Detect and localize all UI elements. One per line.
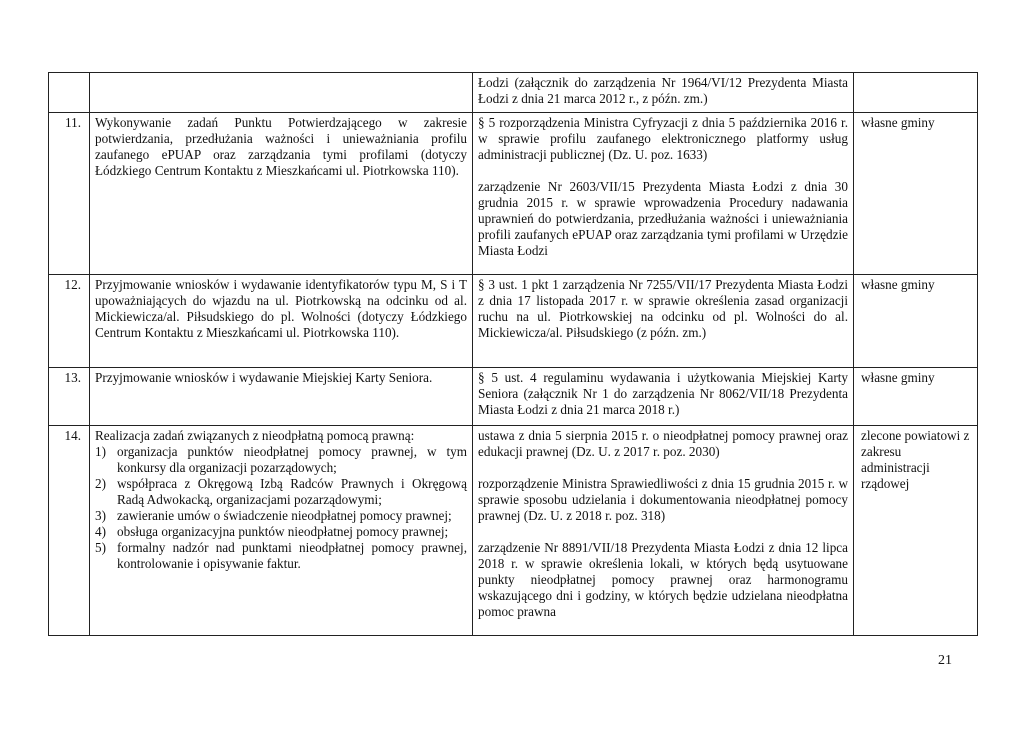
task-type: własne gminy	[854, 368, 978, 426]
task-description	[90, 426, 473, 636]
table-row-13	[49, 368, 978, 426]
list-item: 1) organizacja punktów nieodpłatnej pomocy prawnej, w tym konkursy dla organizacji pozarządowych;	[95, 444, 467, 475]
task-description: Przyjmowanie wniosków i wydawanie identyfikatorów typu M, S i T upoważniających do wjazdu na ul. Piotrkowską na odcinku od al. Mickiewicza/al. Piłsudskiego do pl. Wolności (dotyczy Łódzkiego Centrum Kontaktu z Mieszkańcami ul. Piotrkowska 110).	[90, 275, 473, 368]
table-row-11	[49, 113, 978, 275]
row-number: 12.	[49, 275, 90, 368]
cell-basis-continuation	[473, 73, 854, 113]
list-item: 4) obsługa organizacyjna punktów nieodpłatnej pomocy prawnej;	[95, 524, 449, 539]
table-row-continuation	[49, 73, 978, 113]
basis-text: § 5 ust. 4 regulaminu wydawania i użytkowania Miejskiej Karty Seniora (załącznik Nr 1 do zarządzenia Nr 8062/VII/18 Prezydenta Miasta Łodzi z dnia 21 marca 2018 r.)	[478, 370, 848, 417]
task-type: zlecone powiatowi z zakresu administracji rządowej	[854, 426, 978, 636]
legal-basis	[473, 368, 854, 426]
task-intro: Realizacja zadań związanych z nieodpłatną pomocą prawną:	[95, 428, 415, 443]
list-item: 2) współpraca z Okręgową Izbą Radców Prawnych i Okręgową Radą Adwokacką, organizacjami pozarządowymi;	[95, 476, 467, 507]
list-item: 5) formalny nadzór nad punktami nieodpłatnej pomocy prawnej, kontrolowanie i opisywanie faktur.	[95, 540, 467, 571]
basis-text: rozporządzenie Ministra Sprawiedliwości z dnia 15 grudnia 2015 r. w sprawie sposobu udzielania i dokumentowania nieodpłatnej pomocy prawnej (Dz. U. z 2018 r. poz. 318)	[478, 476, 848, 523]
task-item-list	[95, 444, 467, 572]
basis-text: § 3 ust. 1 pkt 1 zarządzenia Nr 7255/VII/17 Prezydenta Miasta Łodzi z dnia 17 listopada 2017 r. w sprawie określenia zasad organizacji ruchu na ul. Piotrkowskiej na odcinku od pl. Wolności do al. Mickiewicza/al. Piłsudskiego (z późn. zm.)	[478, 277, 848, 340]
table-row-14	[49, 426, 978, 636]
legal-basis	[473, 275, 854, 368]
task-type: własne gminy	[854, 113, 978, 275]
row-number: 13.	[49, 368, 90, 426]
basis-text: zarządzenie Nr 2603/VII/15 Prezydenta Miasta Łodzi z dnia 30 grudnia 2015 r. w sprawie wprowadzenia Procedury nadawania uprawnień do potwierdzania, przedłużania ważności i unieważniania profili zaufanych ePUAP oraz zarządzania tymi profilami w Urzędzie Miasta Łodzi	[478, 179, 848, 258]
basis-text: § 5 rozporządzenia Ministra Cyfryzacji z dnia 5 października 2016 r. w sprawie profilu zaufanego elektronicznego platformy usług administracji publicznej (Dz. U. poz. 1633)	[478, 115, 848, 162]
cell-num-empty	[49, 73, 90, 113]
row-number: 11.	[49, 113, 90, 275]
cell-task-empty	[90, 73, 473, 113]
cell-type-empty	[854, 73, 978, 113]
task-table	[48, 72, 978, 636]
task-type: własne gminy	[854, 275, 978, 368]
row-number: 14.	[49, 426, 90, 636]
page-number: 21	[938, 653, 952, 668]
legal-basis	[473, 426, 854, 636]
task-description: Wykonywanie zadań Punktu Potwierdzającego w zakresie potwierdzania, przedłużania ważności i unieważniania profilu zaufanego ePUAP oraz zarządzania tymi profilami (dotyczy Łódzkiego Centrum Kontaktu z Mieszkańcami ul. Piotrkowska 110).	[90, 113, 473, 275]
legal-basis	[473, 113, 854, 275]
table-row-12	[49, 275, 978, 368]
task-description: Przyjmowanie wniosków i wydawanie Miejskiej Karty Seniora.	[90, 368, 473, 426]
list-item: 3) zawieranie umów o świadczenie nieodpłatnej pomocy prawnej;	[95, 508, 452, 523]
basis-text: Łodzi (załącznik do zarządzenia Nr 1964/VI/12 Prezydenta Miasta Łodzi z dnia 21 marca 2012 r., z późn. zm.)	[478, 75, 848, 106]
basis-text: ustawa z dnia 5 sierpnia 2015 r. o nieodpłatnej pomocy prawnej oraz edukacji prawnej (Dz. U. z 2017 r. poz. 2030)	[478, 428, 848, 459]
basis-text: zarządzenie Nr 8891/VII/18 Prezydenta Miasta Łodzi z dnia 12 lipca 2018 r. w sprawie określenia lokali, w których będą usytuowane punkty nieodpłatnej pomocy prawnej oraz harmonogramu wskazującego dni i godziny, w których będzie udzielana nieodpłatna pomoc prawna	[478, 540, 848, 619]
